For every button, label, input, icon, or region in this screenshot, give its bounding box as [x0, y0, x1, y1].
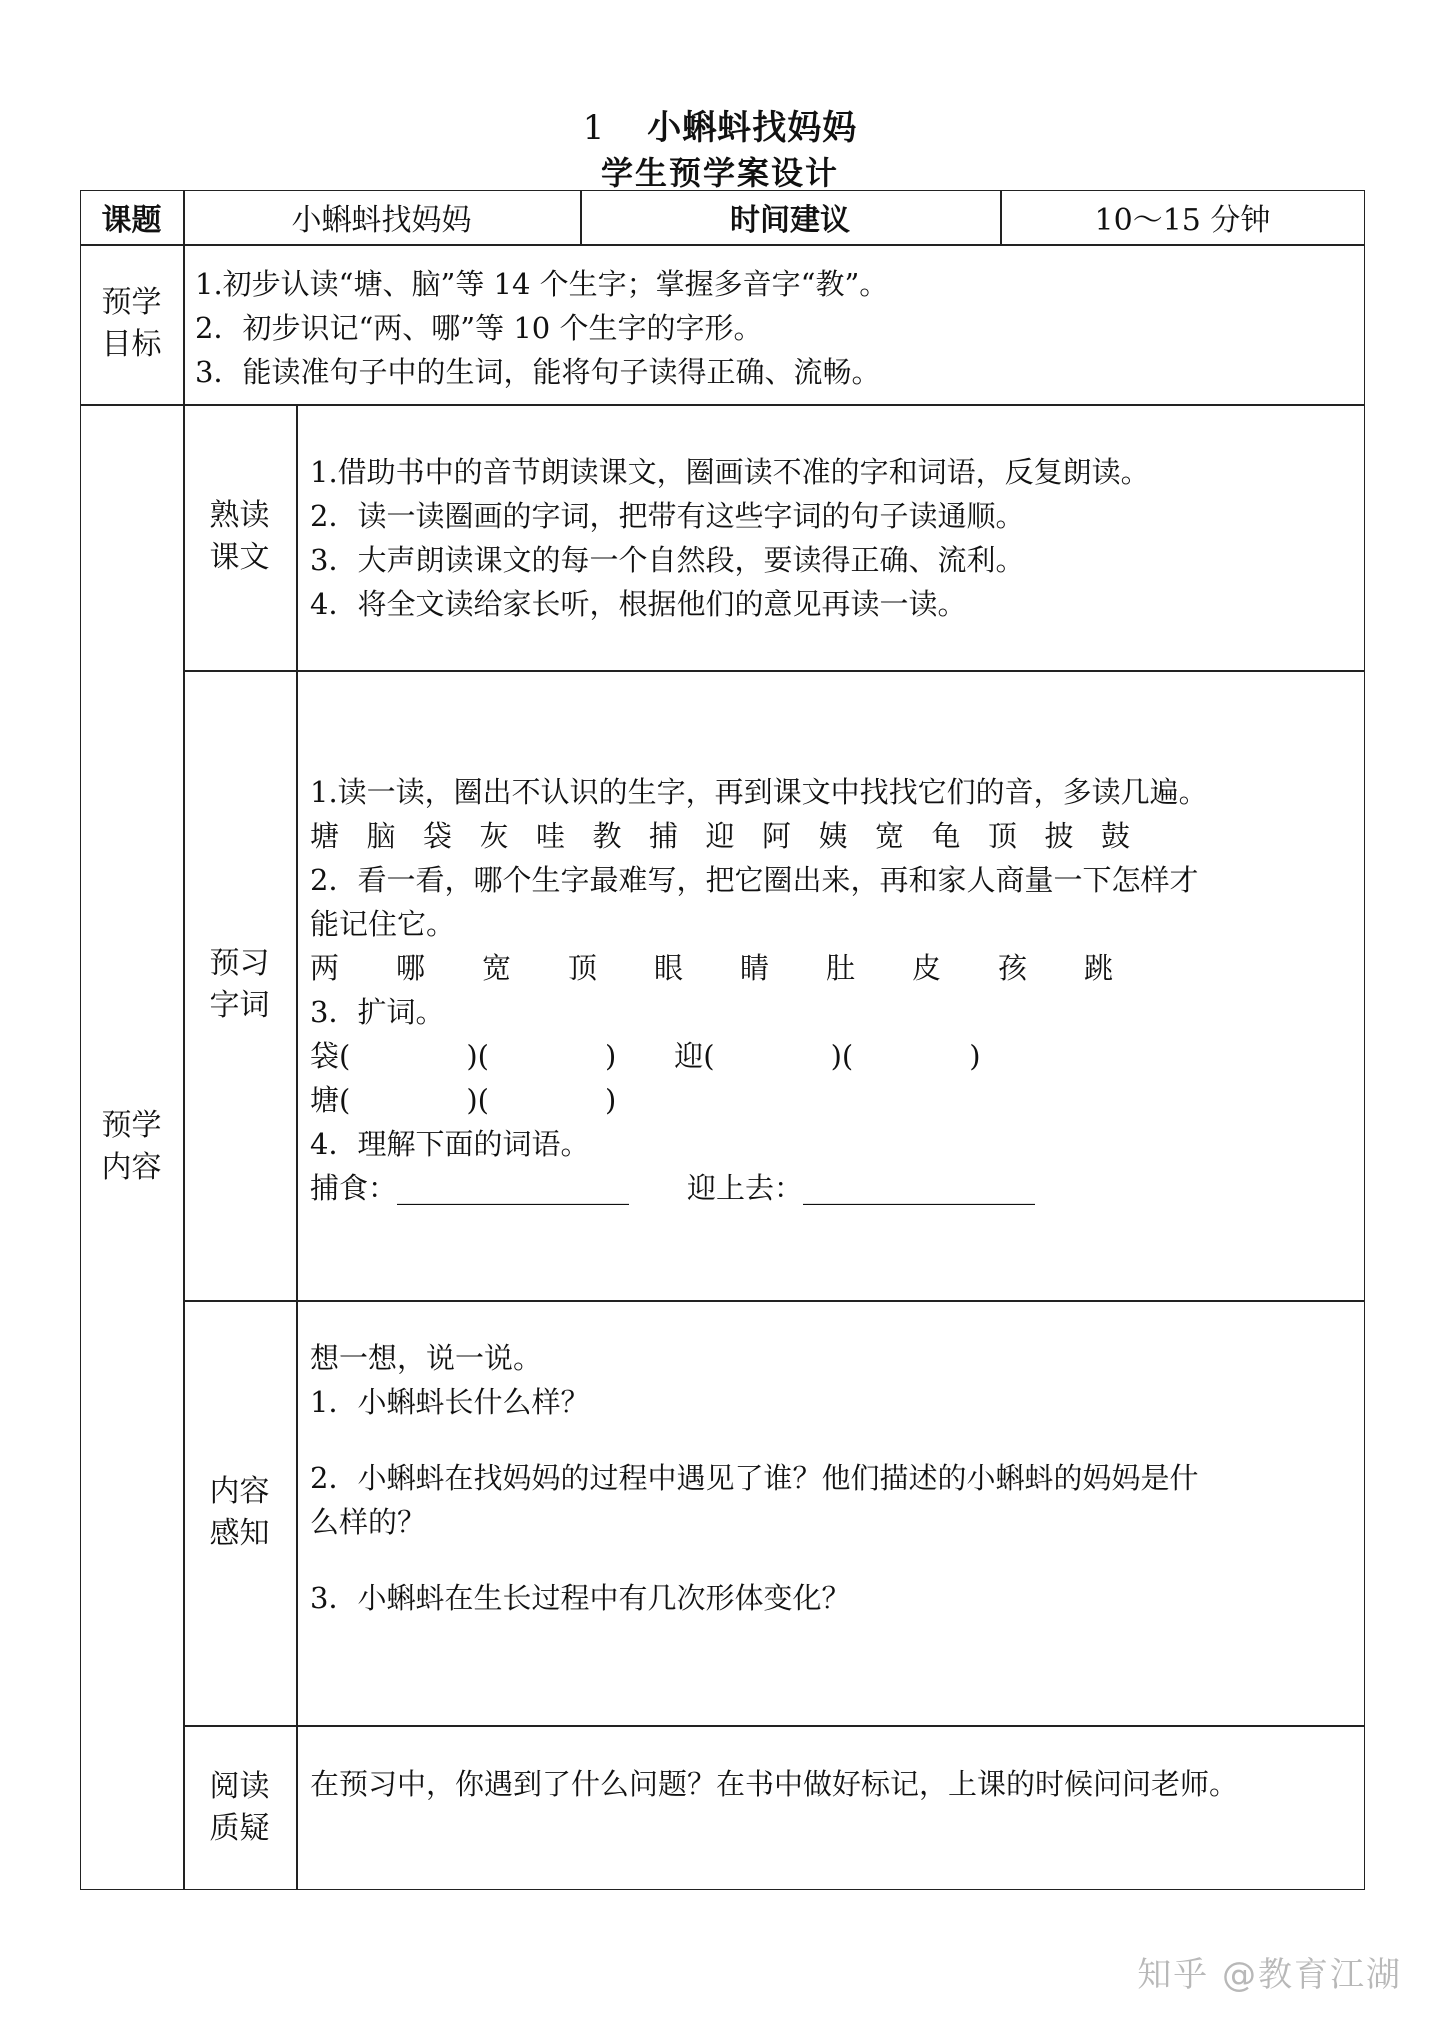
- perception-content: [310, 1336, 1198, 1620]
- character-item: 宽: [482, 951, 512, 985]
- understand-words-line: 捕食：________________ 迎上去：________________: [310, 1171, 1036, 1205]
- perception-question: 么样的？: [310, 1505, 427, 1539]
- words-label: 预习 字词: [209, 946, 270, 1023]
- character-item: 阿: [762, 819, 792, 853]
- character-item: 教: [592, 819, 622, 853]
- character-item: 睛: [740, 951, 770, 985]
- goal-item: 3．能读准句子中的生词，能将句子读得正确、流畅。: [195, 355, 881, 389]
- perception-question: 2．小蝌蚪在找妈妈的过程中遇见了谁？他们描述的小蝌蚪的妈妈是什: [310, 1461, 1199, 1495]
- reading-list: [310, 450, 1150, 626]
- reading-item: 4．将全文读给家长听，根据他们的意见再读一读。: [310, 587, 967, 621]
- character-item: 皮: [912, 951, 942, 985]
- character-item: 顶: [568, 951, 598, 985]
- reading-item: 2．读一读圈画的字词，把带有这些字词的句子读通顺。: [310, 499, 1025, 533]
- new-characters-row: [310, 814, 1208, 858]
- col-divider: [296, 404, 298, 1890]
- expand-words-line: 塘( )( ): [310, 1083, 617, 1117]
- document-subtitle: 学生预学案设计: [600, 154, 839, 192]
- character-item: 哪: [396, 951, 426, 985]
- character-item: 灰: [479, 819, 509, 853]
- character-item: 捕: [649, 819, 679, 853]
- questions-label: 阅读 质疑: [209, 1768, 270, 1846]
- topic-label: 课题: [101, 203, 162, 238]
- reading-label: 熟读 课文: [209, 498, 270, 575]
- row-divider: [183, 1725, 1365, 1727]
- lesson-number: 1: [582, 108, 606, 148]
- character-item: 脑: [366, 819, 396, 853]
- character-item: 肚: [826, 951, 856, 985]
- watermark-text: 知乎 @教育江湖: [1137, 1955, 1402, 1995]
- topic-value: 小蝌蚪找妈妈: [291, 203, 472, 238]
- questions-text: 在预习中，你遇到了什么问题？在书中做好标记，上课的时候问问老师。: [310, 1767, 1239, 1801]
- lesson-title: [0, 100, 1440, 149]
- goals-label: 预学 目标: [101, 285, 162, 362]
- words-line: 能记住它。: [310, 907, 456, 941]
- perception-label: 内容 感知: [209, 1473, 270, 1551]
- time-label: 时间建议: [730, 203, 850, 238]
- words-line: 2．看一看，哪个生字最难写，把它圈出来，再和家人商量一下怎样才: [310, 863, 1199, 897]
- reading-item: 1.借助书中的音节朗读课文，圈画读不准的字和词语，反复朗读。: [310, 455, 1150, 489]
- character-item: 两: [310, 951, 340, 985]
- perception-question: 3．小蝌蚪在生长过程中有几次形体变化？: [310, 1581, 851, 1615]
- goal-item: 2．初步识记“两、哪”等 10 个生字的字形。: [195, 311, 763, 345]
- goals-list: [195, 262, 888, 394]
- character-item: 龟: [931, 819, 961, 853]
- content-label: 预学 内容: [101, 1108, 162, 1185]
- character-item: 塘: [310, 819, 340, 853]
- words-content: [310, 770, 1208, 1210]
- expand-words-line: 袋( )( ) 迎( )( ): [310, 1039, 981, 1073]
- character-item: 姨: [818, 819, 848, 853]
- time-value: 10～15 分钟: [1094, 203, 1271, 238]
- words-line: 3．扩词。: [310, 995, 445, 1029]
- perception-question: 1．小蝌蚪长什么样？: [310, 1385, 590, 1419]
- character-item: 哇: [536, 819, 566, 853]
- character-item: 披: [1044, 819, 1074, 853]
- row-divider: [183, 1300, 1365, 1302]
- character-item: 跳: [1084, 951, 1114, 985]
- perception-intro: 想一想，说一说。: [310, 1341, 543, 1375]
- words-line: 1.读一读，圈出不认识的生字，再到课文中找找它们的音，多读几遍。: [310, 775, 1208, 809]
- character-item: 迎: [705, 819, 735, 853]
- character-item: 宽: [875, 819, 905, 853]
- character-item: 鼓: [1101, 819, 1131, 853]
- row-divider: [183, 670, 1365, 672]
- lesson-name: 小蝌蚪找妈妈: [647, 108, 858, 148]
- character-item: 孩: [998, 951, 1028, 985]
- character-item: 眼: [654, 951, 684, 985]
- words-line: 4．理解下面的词语。: [310, 1127, 590, 1161]
- row-divider: [80, 244, 1365, 246]
- character-item: 顶: [988, 819, 1018, 853]
- character-item: 袋: [423, 819, 453, 853]
- goal-item: 1.初步认读“塘、脑”等 14 个生字；掌握多音字“教”。: [195, 267, 889, 301]
- hard-characters-row: [310, 946, 1208, 990]
- reading-item: 3．大声朗读课文的每一个自然段，要读得正确、流利。: [310, 543, 1025, 577]
